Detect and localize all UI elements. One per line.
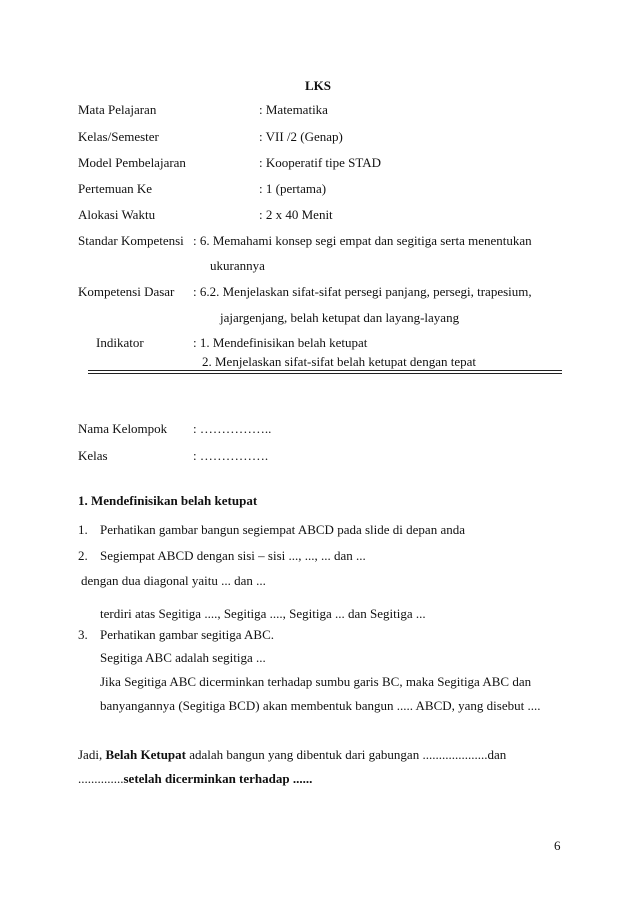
info-value-pertemuan: : 1 (pertama): [259, 181, 327, 196]
item2-text: Segiempat ABCD dengan sisi – sisi ..., ..., ... dan ...: [100, 548, 366, 563]
info-label-mata-pelajaran: Mata Pelajaran: [78, 102, 157, 117]
item3-number: 3.: [78, 627, 88, 642]
item3-line2: Segitiga ABC adalah segitiga ...: [100, 650, 266, 665]
standar-line2: ukurannya: [210, 258, 265, 273]
conclusion-prefix: Jadi,: [78, 747, 106, 762]
info-label-model: Model Pembelajaran: [78, 155, 186, 170]
page-title: LKS: [305, 78, 332, 93]
kompetensi-line1: : 6.2. Menjelaskan sifat-sifat persegi panjang, persegi, trapesium,: [193, 284, 532, 299]
item3-text: Perhatikan gambar segitiga ABC.: [100, 627, 275, 642]
kelas-value: : …………….: [193, 448, 269, 463]
conclusion-definition: adalah bangun yang dibentuk dari gabungan ....................dan: [186, 747, 507, 762]
nama-kelompok-value: : ……………..: [193, 421, 272, 436]
info-label-kelas-semester: Kelas/Semester: [78, 129, 159, 144]
conclusion-term: Belah Ketupat: [105, 747, 186, 762]
conclusion-line2: [78, 771, 312, 787]
item2-number: 2.: [78, 548, 88, 563]
conclusion-blank: ..............: [78, 771, 124, 786]
info-value-kelas-semester: : VII /2 (Genap): [259, 129, 343, 144]
section-heading: 1. Mendefinisikan belah ketupat: [78, 493, 258, 508]
page-number: 6: [554, 838, 561, 853]
kelas-label: Kelas: [78, 448, 108, 463]
item2-continuation: dengan dua diagonal yaitu ... dan ...: [81, 573, 266, 588]
divider-line-double: [88, 373, 562, 374]
item1-text: Perhatikan gambar bangun segiempat ABCD pada slide di depan anda: [100, 522, 465, 537]
indikator-line2: 2. Menjelaskan sifat-sifat belah ketupat dengan tepat: [202, 354, 476, 369]
info-label-alokasi: Alokasi Waktu: [78, 207, 156, 222]
item3-line4: banyangannya (Segitiga BCD) akan membentuk bangun ..... ABCD, yang disebut ....: [100, 698, 541, 713]
info-label-pertemuan: Pertemuan Ke: [78, 181, 153, 196]
kompetensi-line2: jajargenjang, belah ketupat dan layang-layang: [220, 310, 460, 325]
conclusion-line1: [78, 747, 506, 763]
indikator-line1: : 1. Mendefinisikan belah ketupat: [193, 335, 368, 350]
item1-number: 1.: [78, 522, 88, 537]
item2-continuation-2: terdiri atas Segitiga ...., Segitiga ...., Segitiga ... dan Segitiga ...: [100, 606, 426, 621]
info-value-mata-pelajaran: : Matematika: [259, 102, 328, 117]
divider-line: [88, 370, 562, 371]
conclusion-bold-end: setelah dicerminkan terhadap ......: [123, 771, 313, 786]
indikator-label: Indikator: [96, 335, 144, 350]
item3-line3: Jika Segitiga ABC dicerminkan terhadap sumbu garis BC, maka Segitiga ABC dan: [100, 674, 532, 689]
kompetensi-label: Kompetensi Dasar: [78, 284, 175, 299]
info-value-alokasi: : 2 x 40 Menit: [259, 207, 333, 222]
nama-kelompok-label: Nama Kelompok: [78, 421, 168, 436]
info-value-model: : Kooperatif tipe STAD: [259, 155, 382, 170]
standar-label: Standar Kompetensi: [78, 233, 184, 248]
standar-line1: : 6. Memahami konsep segi empat dan segitiga serta menentukan: [193, 233, 532, 248]
